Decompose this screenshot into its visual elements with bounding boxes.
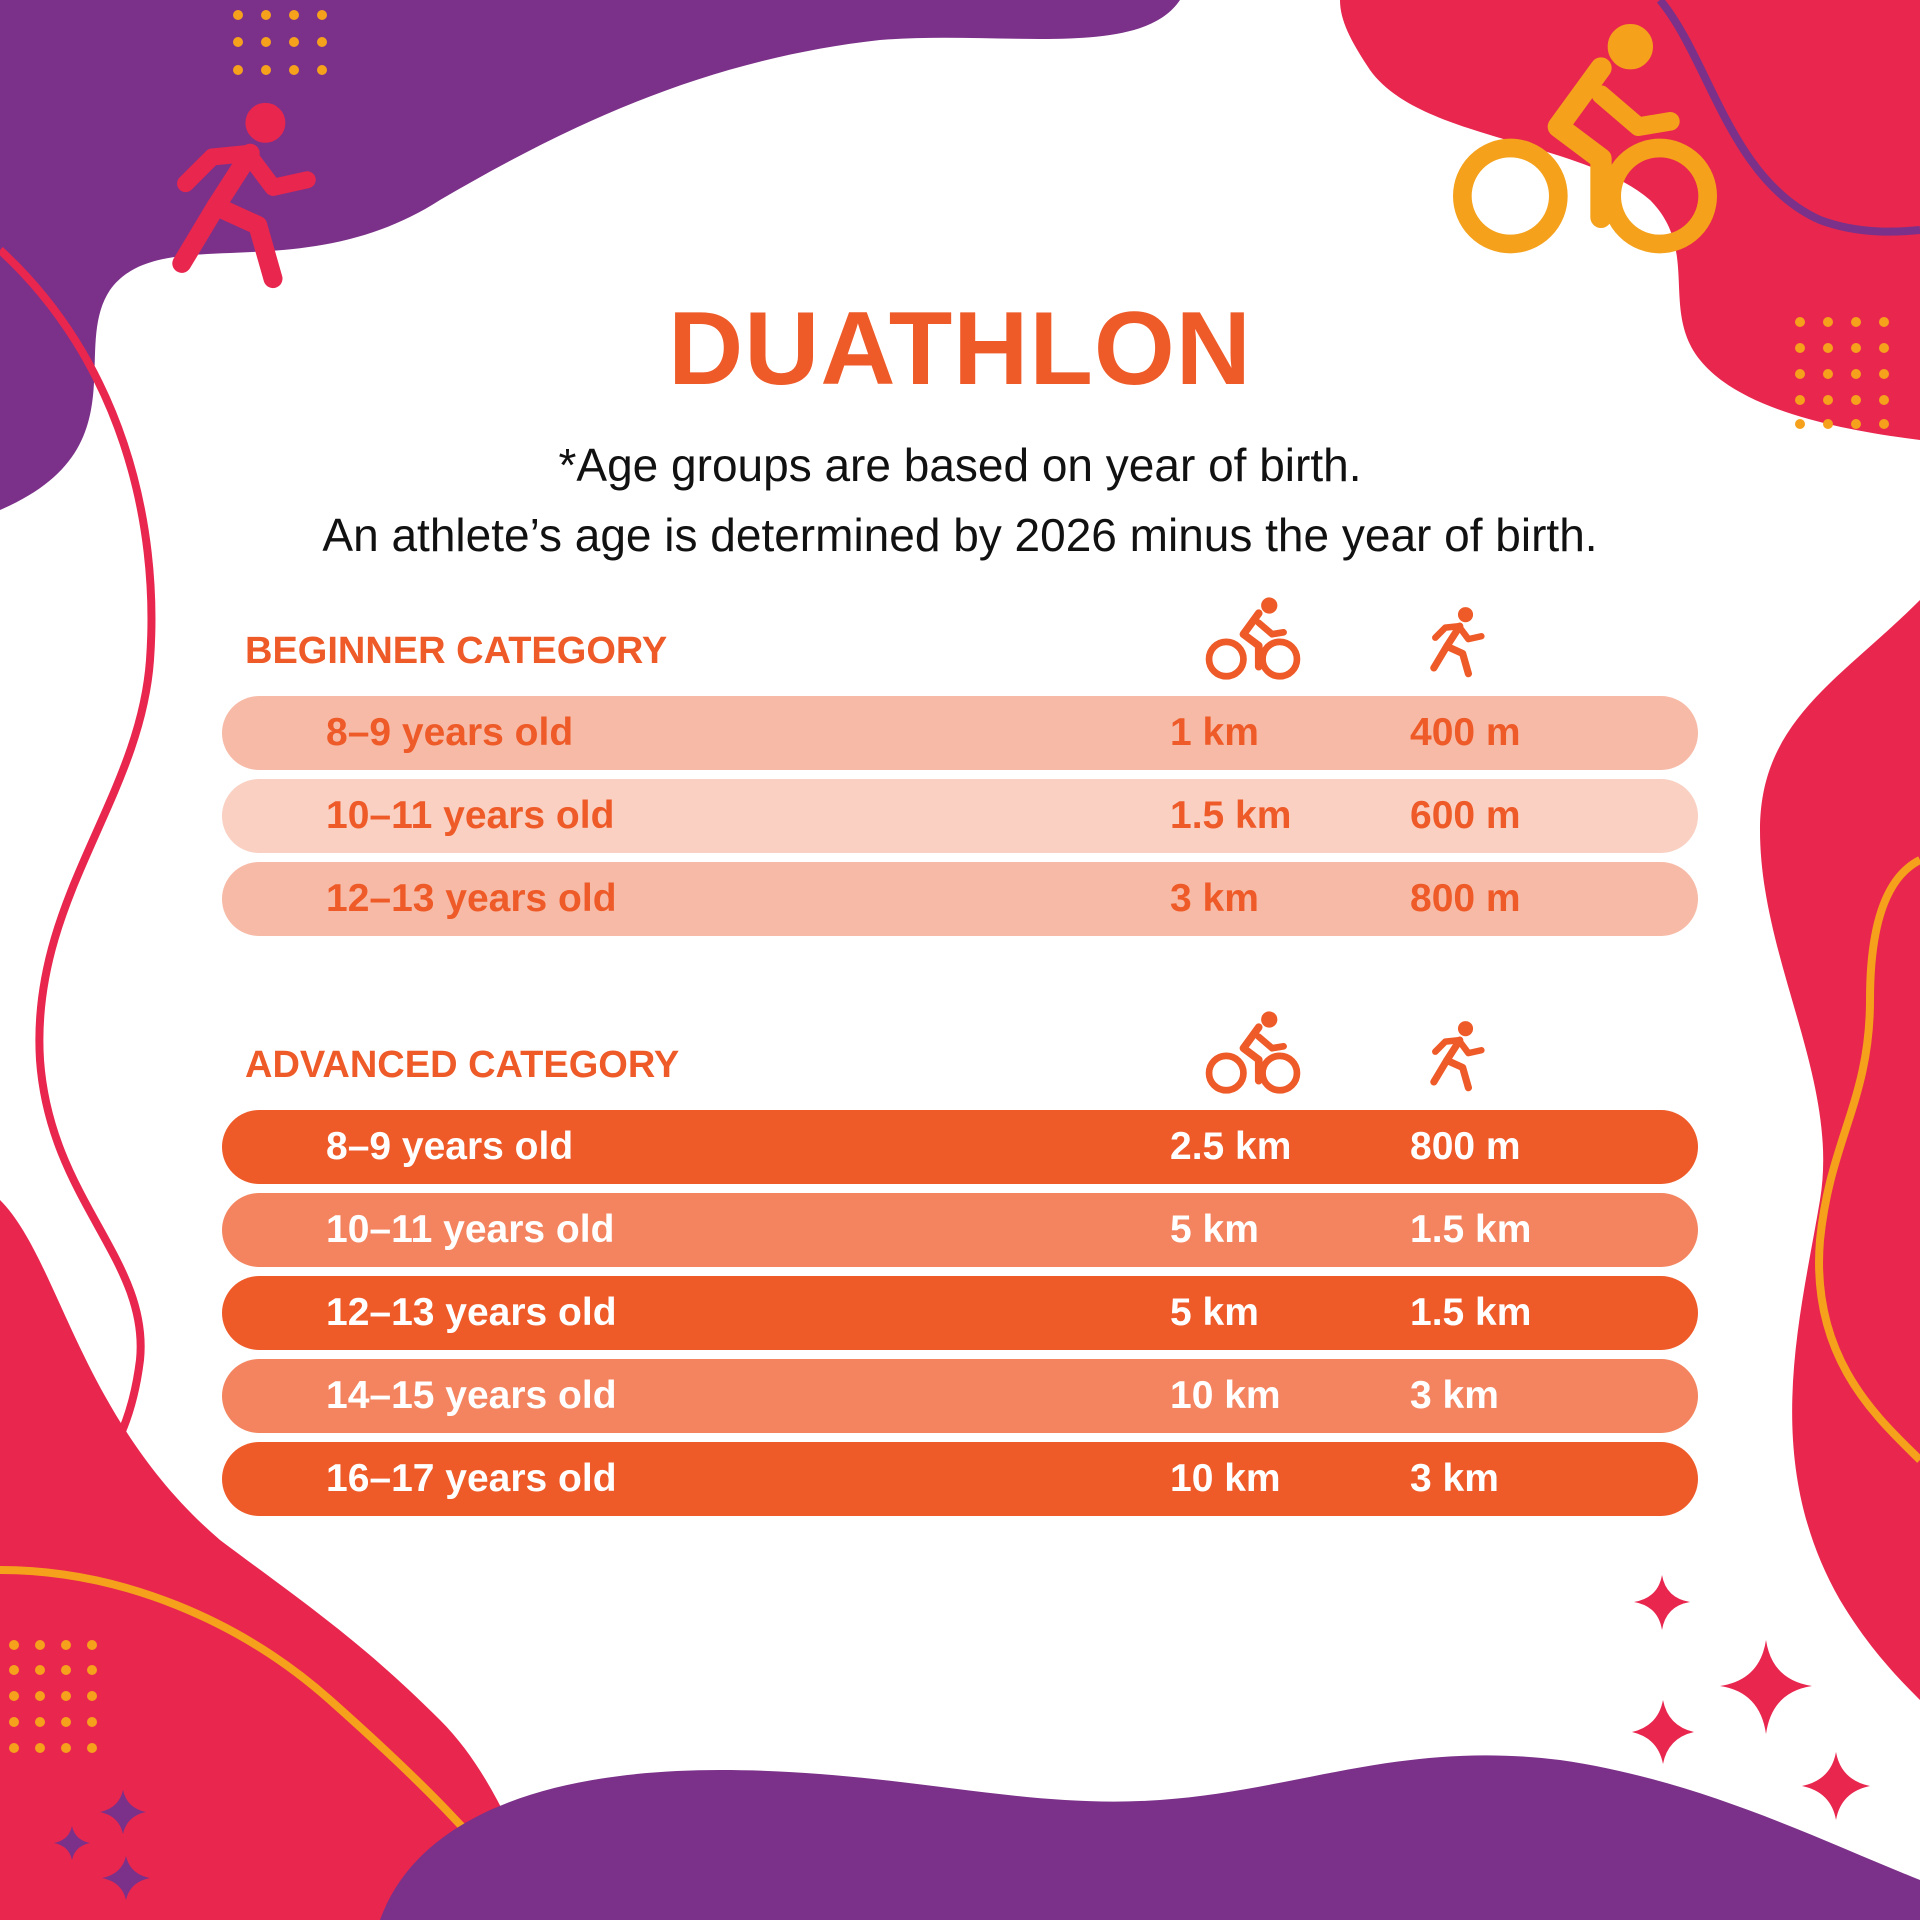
age-group: 8–9 years old	[326, 1125, 574, 1168]
bike-distance: 1.5 km	[1170, 794, 1292, 837]
advanced-category-heading: ADVANCED CATEGORY	[245, 1044, 680, 1086]
run-distance: 600 m	[1410, 794, 1521, 837]
run-distance: 1.5 km	[1410, 1208, 1532, 1251]
bike-icon	[1204, 1010, 1302, 1096]
bike-distance: 5 km	[1170, 1208, 1259, 1251]
bike-distance: 2.5 km	[1170, 1125, 1292, 1168]
sparkle-icon	[1632, 1575, 1870, 1820]
run-distance: 3 km	[1410, 1374, 1499, 1417]
table-row	[222, 1110, 1698, 1184]
table-row	[222, 696, 1698, 770]
table-row	[222, 779, 1698, 853]
table-row	[222, 1442, 1698, 1516]
age-group: 14–15 years old	[326, 1374, 617, 1417]
run-icon	[1414, 1020, 1494, 1092]
bike-distance: 3 km	[1170, 877, 1259, 920]
bike-distance: 1 km	[1170, 711, 1259, 754]
table-row	[222, 862, 1698, 936]
table-row	[222, 1359, 1698, 1433]
age-group: 10–11 years old	[326, 1208, 615, 1251]
subtitle-line-2: An athlete’s age is determined by 2026 minus the year of birth.	[322, 509, 1598, 561]
bike-icon	[1204, 596, 1302, 682]
age-group: 12–13 years old	[326, 1291, 617, 1334]
bike-distance: 5 km	[1170, 1291, 1259, 1334]
page-title: DUATHLON	[668, 291, 1252, 407]
table-row	[222, 1276, 1698, 1350]
age-group: 12–13 years old	[326, 877, 617, 920]
age-group: 16–17 years old	[326, 1457, 617, 1500]
bike-distance: 10 km	[1170, 1374, 1281, 1417]
run-distance: 1.5 km	[1410, 1291, 1532, 1334]
table-row	[222, 1193, 1698, 1267]
run-distance: 800 m	[1410, 1125, 1521, 1168]
run-distance: 800 m	[1410, 877, 1521, 920]
run-distance: 3 km	[1410, 1457, 1499, 1500]
run-icon	[1414, 606, 1494, 678]
run-distance: 400 m	[1410, 711, 1521, 754]
age-group: 8–9 years old	[326, 711, 574, 754]
age-group: 10–11 years old	[326, 794, 615, 837]
bike-distance: 10 km	[1170, 1457, 1281, 1500]
subtitle-line-1: *Age groups are based on year of birth.	[558, 439, 1362, 491]
beginner-category-heading: BEGINNER CATEGORY	[245, 630, 668, 672]
